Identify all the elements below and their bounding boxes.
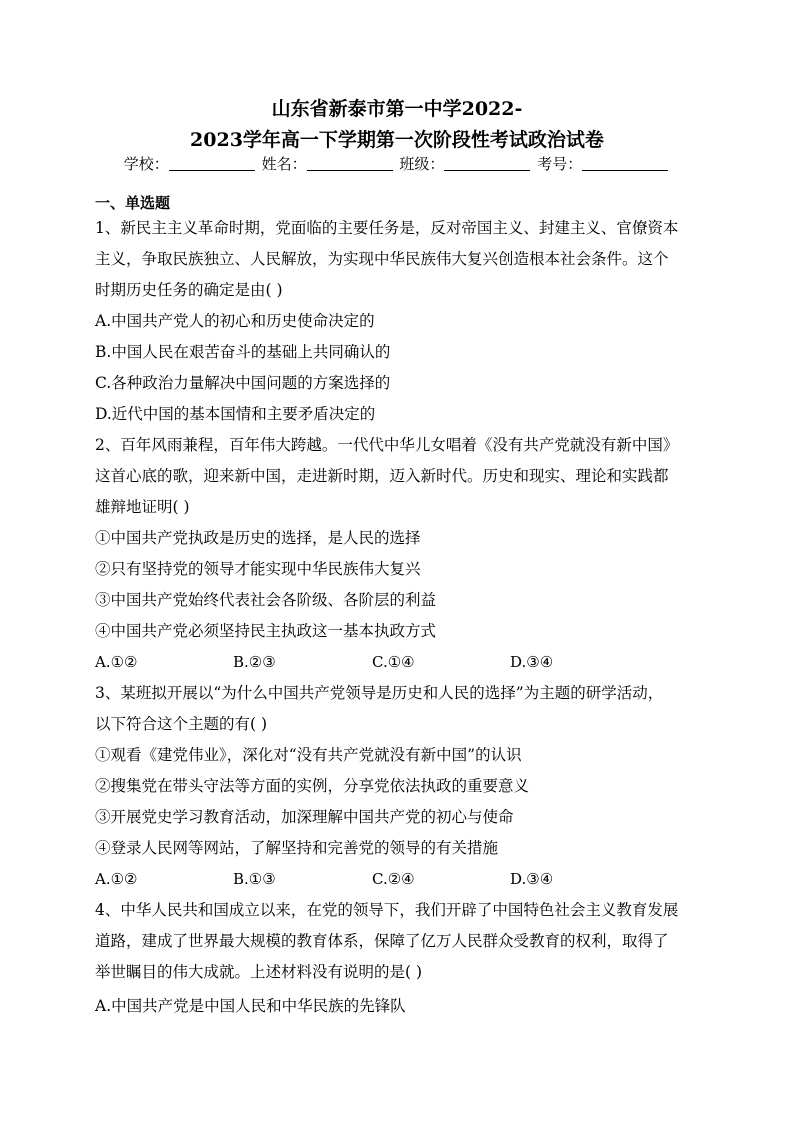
q2-option-d: D.③④: [510, 653, 554, 671]
q1-option-d: D.近代中国的基本国情和主要矛盾决定的: [95, 405, 376, 423]
school-label: 学校：: [123, 155, 169, 173]
name-blank[interactable]: [307, 156, 393, 171]
class-label: 班级：: [399, 155, 445, 173]
q2-statement: ④中国共产党必须坚持民主执政这一基本执政方式: [95, 622, 437, 640]
q3-option-c: C.②④: [372, 870, 415, 888]
q3-stem-line: 以下符合这个主题的有( ): [95, 715, 268, 733]
q4-stem-line: 4、中华人民共和国成立以来，在党的领导下，我们开辟了中国特色社会主义教育发展: [95, 901, 679, 919]
q3-statement: ②搜集党在带头守法等方面的实例，分享党依法执政的重要意义: [95, 777, 530, 795]
name-label: 姓名：: [261, 155, 307, 173]
exam-title-line1: 山东省新泰市第一中学2022-: [271, 98, 523, 120]
q2-option-b: B.②③: [233, 653, 276, 671]
q4-option-a: A.中国共产党是中国人民和中华民族的先锋队: [95, 997, 406, 1015]
q2-stem-line: 2、百年风雨兼程，百年伟大跨越。一代代中华儿女唱着《没有共产党就没有新中国》: [95, 436, 679, 454]
q1-stem-line: 主义，争取民族独立、人民解放，为实现中华民族伟大复兴创造根本社会条件。这个: [95, 250, 669, 268]
school-blank[interactable]: [169, 156, 255, 171]
q2-statement: ③中国共产党始终代表社会各阶级、各阶层的利益: [95, 591, 437, 609]
q3-statement: ④登录人民网等网站，了解坚持和完善党的领导的有关措施: [95, 839, 499, 857]
q2-stem-line: 雄辩地证明( ): [95, 498, 190, 516]
q3-statement: ①观看《建党伟业》，深化对“没有共产党就没有新中国”的认识: [95, 746, 522, 764]
exam-number-blank[interactable]: [582, 156, 668, 171]
q3-statement: ③开展党史学习教育活动，加深理解中国共产党的初心与使命: [95, 808, 514, 826]
q1-option-a: A.中国共产党人的初心和历史使命决定的: [95, 312, 375, 330]
q4-stem-line: 道路，建成了世界最大规模的教育体系，保障了亿万人民群众受教育的权利，取得了: [95, 932, 669, 950]
q1-stem-line: 1、新民主主义革命时期，党面临的主要任务是，反对帝国主义、封建主义、官僚资本: [95, 219, 679, 237]
exam-title-line2: 2023学年高一下学期第一次阶段性考试政治试卷: [190, 129, 604, 151]
q1-stem-line: 时期历史任务的确定是由( ): [95, 281, 283, 299]
q4-stem-line: 举世瞩目的伟大成就。上述材料没有说明的是( ): [95, 963, 423, 981]
section-title: 一、单选题: [95, 194, 171, 212]
q2-stem-line: 这首心底的歌，迎来新中国，走进新时期，迈入新时代。历史和现实、理论和实践都: [95, 467, 669, 485]
q2-option-a: A.①②: [95, 653, 138, 671]
q1-option-c: C.各种政治力量解决中国问题的方案选择的: [95, 374, 391, 392]
q1-option-b: B.中国人民在艰苦奋斗的基础上共同确认的: [95, 343, 391, 361]
q2-option-c: C.①④: [372, 653, 415, 671]
q3-option-d: D.③④: [510, 870, 554, 888]
class-blank[interactable]: [444, 156, 530, 171]
q3-stem-line: 3、某班拟开展以“为什么中国共产党领导是历史和人民的选择”为主题的研学活动，: [95, 684, 664, 702]
student-info-line: [0, 154, 794, 174]
q2-statement: ②只有坚持党的领导才能实现中华民族伟大复兴: [95, 560, 421, 578]
exam-number-label: 考号：: [537, 155, 583, 173]
q3-option-b: B.①③: [233, 870, 276, 888]
q2-statement: ①中国共产党执政是历史的选择，是人民的选择: [95, 529, 421, 547]
q3-option-a: A.①②: [95, 870, 138, 888]
